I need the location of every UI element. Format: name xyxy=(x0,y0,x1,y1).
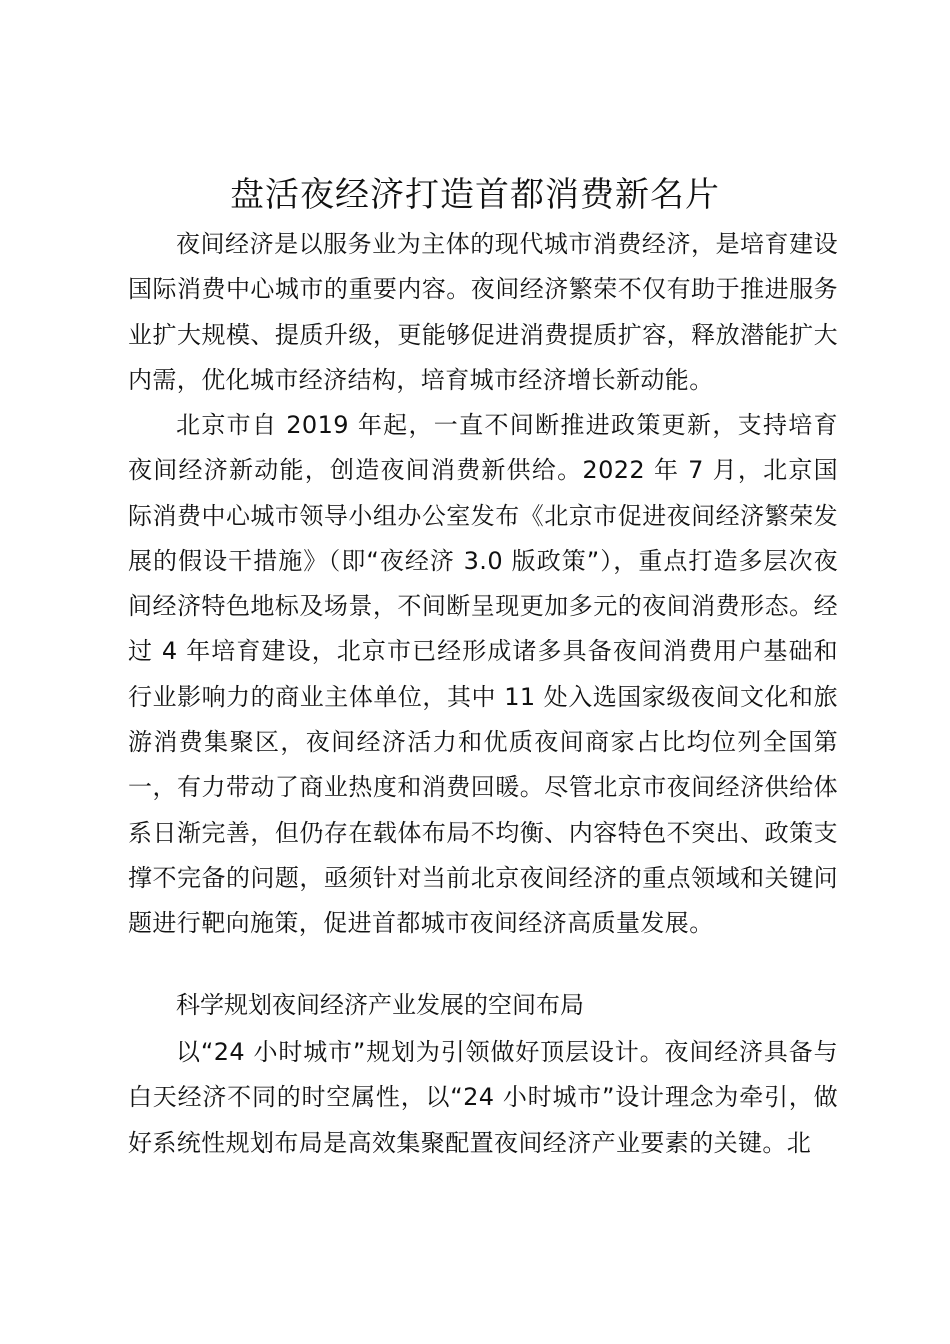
document-title: 盘活夜经济打造首都消费新名片 xyxy=(230,175,720,215)
paragraph-policy: 北京市自 2019 年起，一直不间断推进政策更新，支持培育夜间经济新动能，创造夜间消费新供给。2022 年 7 月，北京国际消费中心城市领导小组办公室发布《北京市促进夜间经济繁荣发展的假设干措施》（即“夜经济 3.0 版政策”），重点打造多层次夜间经济特色地标及场景，不间断呈现更加多元的夜间消费形态。经过 4 年培育建设，北京市已经形成诸多具备夜间消费用户基础和行业影响力的商业主体单位，其中 11 处入选国家级夜间文化和旅游消费集聚区，夜间经济活力和优质夜间商家占比均位列全国第一，有力带动了商业热度和消费回暖。尽管北京市夜间经济供给体系日渐完善，但仍存在载体布局不均衡、内容特色不突出、政策支撑不完备的问题，亟须针对当前北京夜间经济的重点领域和关键问题进行靶向施策，促进首都城市夜间经济高质量发展。 xyxy=(128,411,838,938)
paragraph-intro: 夜间经济是以服务业为主体的现代城市消费经济，是培育建设国际消费中心城市的重要内容。夜间经济繁荣不仅有助于推进服务业扩大规模、提质升级，更能够促进消费提质扩容，释放潜能扩大内需，优化城市经济结构，培育城市经济增长新动能。 xyxy=(128,230,838,394)
paragraph-planning: 以“24 小时城市”规划为引领做好顶层设计。夜间经济具备与白天经济不同的时空属性，以“24 小时城市”设计理念为牵引，做好系统性规划布局是高效集聚配置夜间经济产业要素的关键。北 xyxy=(128,1038,838,1157)
section-heading: 科学规划夜间经济产业发展的空间布局 xyxy=(176,991,584,1019)
